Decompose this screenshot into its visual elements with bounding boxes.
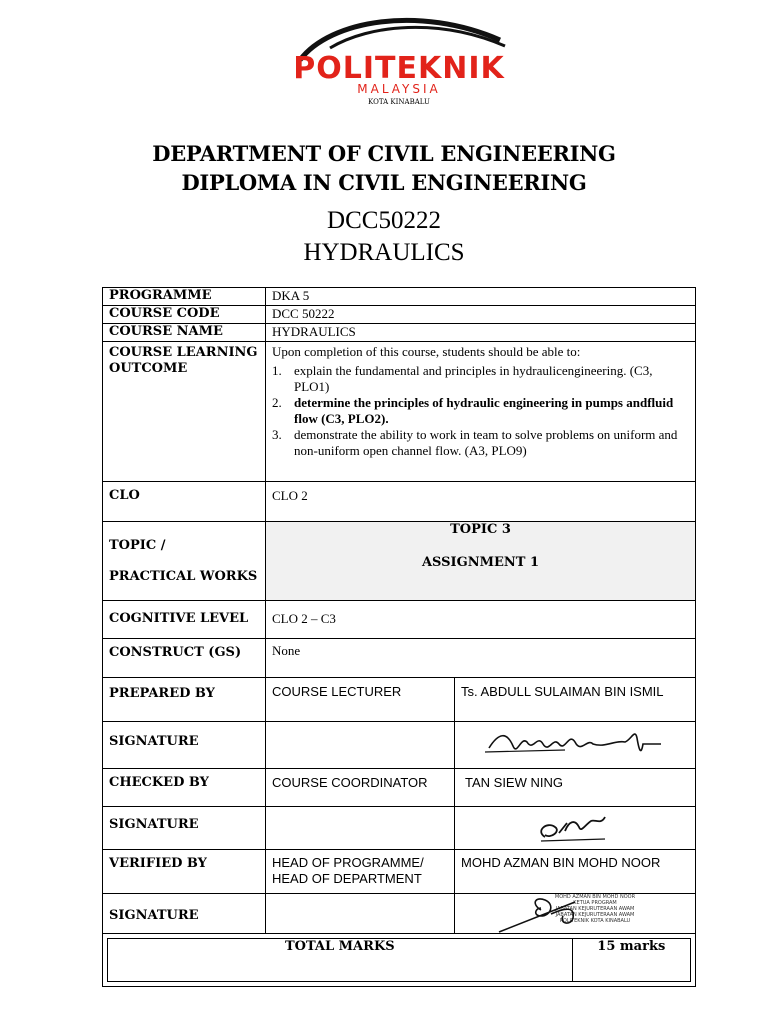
logo-campus-text: KOTA KINABALU: [368, 98, 430, 106]
topic-label: [103, 522, 266, 601]
table-row: [103, 288, 696, 306]
table-row: [103, 306, 696, 324]
total-marks-label: TOTAL MARKS: [108, 939, 573, 982]
table-row: [103, 342, 696, 482]
topic-label-line1: TOPIC /: [109, 537, 166, 553]
table-row: [103, 807, 696, 850]
total-marks-row: [103, 934, 696, 987]
signature-label: SIGNATURE: [103, 722, 266, 769]
course-code-title: DCC50222: [327, 207, 441, 234]
list-item: [272, 363, 689, 395]
table-row: [103, 769, 696, 807]
course-name-value: HYDRAULICS: [266, 324, 696, 342]
course-code-value: DCC 50222: [266, 306, 696, 324]
checked-by-label: CHECKED BY: [103, 769, 266, 807]
logo-brand-text: POLITEKNIK: [293, 51, 505, 86]
head-signature: [455, 894, 695, 934]
clo-outcome-value: [266, 342, 696, 482]
list-item: [272, 395, 689, 427]
course-code-label: COURSE CODE: [103, 306, 266, 324]
programme-value: DKA 5: [266, 288, 696, 306]
stamp-line: JABATAN KEJURUTERAAN AWAM: [555, 912, 635, 918]
topic-number: TOPIC 3: [450, 522, 511, 537]
cognitive-level-value: CLO 2 – C3: [266, 601, 696, 639]
cognitive-level-label: COGNITIVE LEVEL: [103, 601, 266, 639]
table-row: [103, 678, 696, 722]
topic-label-line2: PRACTICAL WORKS: [109, 568, 258, 584]
checked-name: TAN SIEW NING: [455, 769, 696, 807]
table-row: [103, 639, 696, 678]
signature-cell: [455, 807, 696, 850]
table-row: [103, 722, 696, 769]
verified-role-line1: HEAD OF PROGRAMME/: [272, 855, 424, 870]
clo-intro: Upon completion of this course, students should be able to:: [272, 344, 581, 359]
table-row: [103, 522, 696, 601]
signature-label: SIGNATURE: [103, 807, 266, 850]
signature-cell: [455, 722, 696, 769]
construct-value: None: [266, 639, 696, 678]
prepared-role: COURSE LECTURER: [266, 678, 455, 722]
construct-label: CONSTRUCT (GS): [103, 639, 266, 678]
assignment-cover-table: [102, 287, 696, 987]
signature-label: SIGNATURE: [103, 894, 266, 934]
verified-role-line2: HEAD OF DEPARTMENT: [272, 871, 422, 886]
checked-role: COURSE COORDINATOR: [266, 769, 455, 807]
table-row: [103, 894, 696, 934]
clo-value: CLO 2: [266, 482, 696, 522]
clo-item-text: explain the fundamental and principles in hydraulicengineering. (C3, PLO1): [294, 363, 653, 394]
clo-outcome-label-line2: OUTCOME: [109, 361, 188, 376]
stamp-line: POLITEKNIK KOTA KINABALU: [559, 918, 631, 924]
politeknik-logo: [0, 0, 768, 120]
course-name-label: COURSE NAME: [103, 324, 266, 342]
clo-label: CLO: [103, 482, 266, 522]
total-marks-value: 15 marks: [572, 939, 690, 982]
list-item: [272, 427, 689, 459]
prepared-by-label: PREPARED BY: [103, 678, 266, 722]
topic-value: [266, 522, 696, 601]
verified-by-label: VERIFIED BY: [103, 850, 266, 894]
prepared-name: Ts. ABDULL SULAIMAN BIN ISMIL: [455, 678, 696, 722]
clo-item-text: determine the principles of hydraulic engineering in pumps andfluid flow (C3, PLO2).: [294, 395, 674, 426]
table-row: [103, 850, 696, 894]
table-row: [103, 324, 696, 342]
table-row: [103, 482, 696, 522]
verified-role: [266, 850, 455, 894]
signature-blank: [266, 807, 455, 850]
coordinator-signature: [455, 807, 695, 845]
department-title: DEPARTMENT OF CIVIL ENGINEERING: [152, 141, 616, 166]
stamp-line: KETUA PROGRAM: [573, 900, 617, 906]
clo-item-text: demonstrate the ability to work in team to solve problems on uniform and non-uniform open channel flow. (A3, PLO9): [294, 427, 678, 458]
signature-blank: [266, 894, 455, 934]
course-name-title: HYDRAULICS: [303, 239, 465, 266]
signature-cell: [455, 894, 696, 934]
stamp-line: JABATAN KEJURUTERAAN AWAM: [555, 906, 635, 912]
table-row: [103, 934, 696, 987]
total-marks-box: [107, 938, 691, 982]
clo-item-number: 1.: [272, 363, 282, 378]
clo-item-number: 2.: [272, 395, 282, 410]
signature-blank: [266, 722, 455, 769]
programme-label: PROGRAMME: [103, 288, 266, 306]
table-row: [103, 601, 696, 639]
clo-list: [272, 363, 689, 459]
assignment-number: ASSIGNMENT 1: [421, 555, 540, 570]
lecturer-signature: [455, 722, 695, 764]
clo-outcome-label: [103, 342, 266, 482]
diploma-title: DIPLOMA IN CIVIL ENGINEERING: [181, 170, 587, 195]
verified-name: MOHD AZMAN BIN MOHD NOOR: [455, 850, 696, 894]
clo-item-number: 3.: [272, 427, 282, 442]
logo-graphic: [0, 0, 768, 120]
clo-outcome-label-line1: COURSE LEARNING: [109, 345, 258, 360]
stamp-line: MOHD AZMAN BIN MOHD NOOR: [554, 894, 636, 900]
logo-country-text: MALAYSIA: [357, 82, 441, 96]
